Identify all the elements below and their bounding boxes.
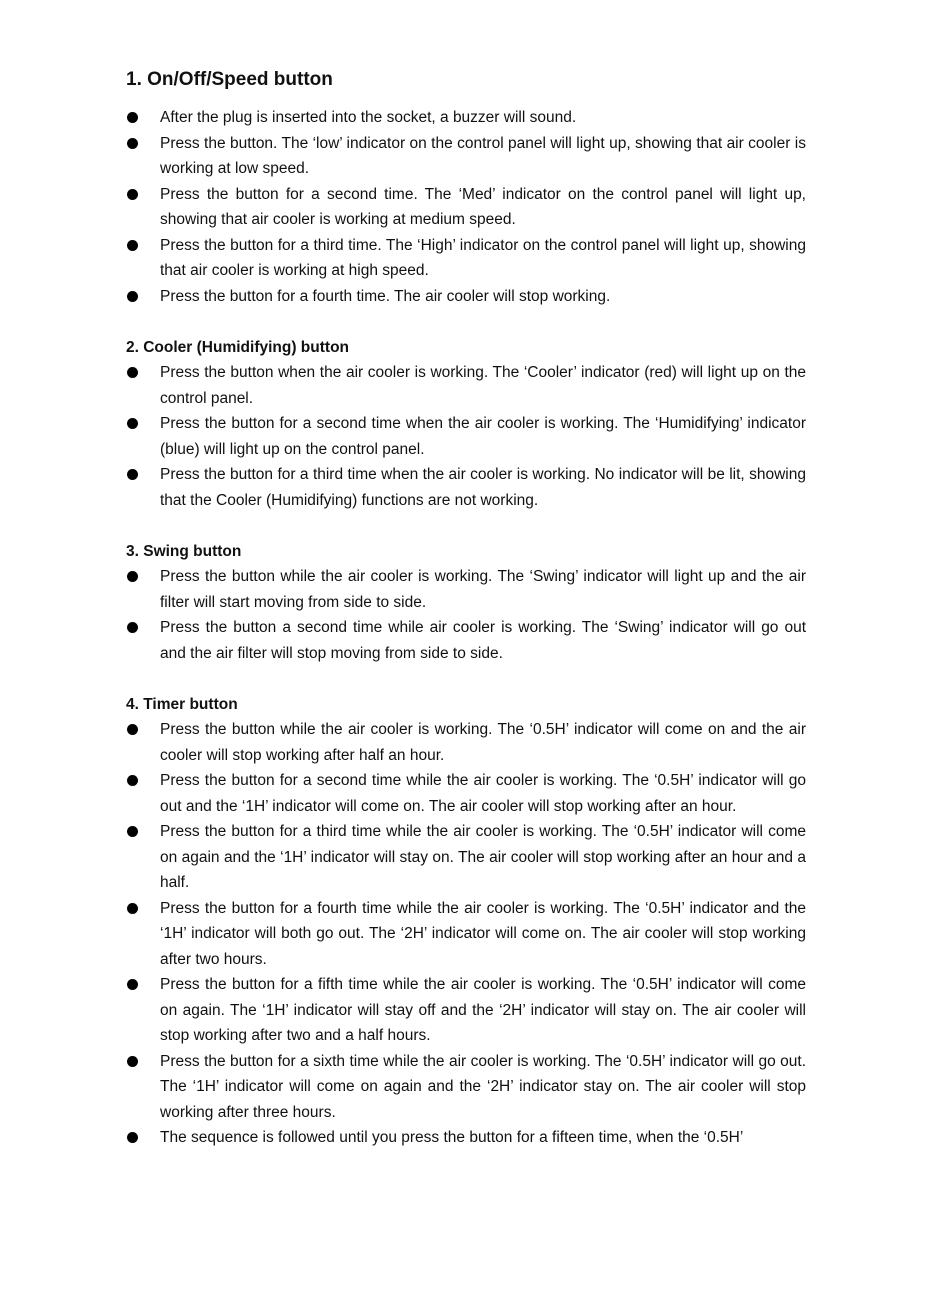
bullet-icon	[127, 469, 138, 480]
list-item-text: Press the button. The ‘low’ indicator on the control panel will light up, showing that air cooler is working at low speed.	[160, 134, 806, 177]
list-item-text: Press the button for a fourth time. The air cooler will stop working.	[160, 287, 611, 305]
list-item	[126, 896, 806, 973]
list-item	[126, 105, 806, 131]
bullet-icon	[127, 979, 138, 990]
list-item-text: Press the button a second time while air cooler is working. The ‘Swing’ indicator will go out and the air filter will stop moving from side to side.	[160, 619, 806, 662]
section-title: 1. On/Off/Speed button	[126, 69, 333, 90]
list-item	[126, 360, 806, 411]
bullet-icon	[127, 1132, 138, 1143]
bullet-icon	[127, 291, 138, 302]
list-item	[126, 1049, 806, 1126]
list-item-text: Press the button for a fourth time while the air cooler is working. The ‘0.5H’ indicator and the ‘1H’ indicator will both go out. The ‘2H’ indicator will come on. The air cooler will stop working after two hours.	[160, 899, 806, 968]
list-item-text: Press the button when the air cooler is working. The ‘Cooler’ indicator (red) will light up on the control panel.	[160, 364, 806, 407]
bullet-icon	[127, 189, 138, 200]
bullet-icon	[127, 418, 138, 429]
list-item	[126, 768, 806, 819]
bullet-list	[126, 105, 806, 309]
bullet-icon	[127, 903, 138, 914]
section-title: 2. Cooler (Humidifying) button	[126, 338, 350, 356]
section-title: 4. Timer button	[126, 695, 238, 713]
list-item-text: Press the button for a third time when the air cooler is working. No indicator will be lit, showing that the Cooler (Humidifying) functions are not working.	[160, 466, 806, 509]
list-item-text: After the plug is inserted into the socket, a buzzer will sound.	[160, 109, 577, 126]
bullet-icon	[127, 571, 138, 582]
list-item-text: The sequence is followed until you press the button for a fifteen time, when the ‘0.5H’	[160, 1129, 744, 1146]
list-item-text: Press the button for a second time when the air cooler is working. The ‘Humidifying’ indicator (blue) will light up on the control panel.	[160, 415, 806, 458]
section-title: 3. Swing button	[126, 542, 242, 560]
bullet-list	[126, 564, 806, 666]
document-page	[126, 66, 806, 1176]
bullet-icon	[127, 724, 138, 735]
section-swing	[126, 539, 806, 667]
list-item	[126, 1125, 806, 1151]
section-on-off-speed	[126, 66, 806, 309]
list-item-text: Press the button for a second time. The ‘Med’ indicator on the control panel will light up, showing that air cooler is working at medium speed.	[160, 185, 806, 228]
bullet-icon	[127, 367, 138, 378]
list-item	[126, 182, 806, 233]
bullet-icon	[127, 1056, 138, 1067]
bullet-icon	[127, 775, 138, 786]
list-item	[126, 564, 806, 615]
list-item	[126, 462, 806, 513]
section-cooler-humidifying	[126, 335, 806, 514]
list-item	[126, 972, 806, 1049]
bullet-icon	[127, 112, 138, 123]
bullet-icon	[127, 826, 138, 837]
list-item-text: Press the button for a third time. The ‘High’ indicator on the control panel will light up, showing that air cooler is working at high speed.	[160, 236, 806, 279]
list-item-text: Press the button while the air cooler is working. The ‘Swing’ indicator will light up and the air filter will start moving from side to side.	[160, 568, 806, 611]
list-item	[126, 717, 806, 768]
list-item	[126, 615, 806, 666]
list-item-text: Press the button while the air cooler is working. The ‘0.5H’ indicator will come on and the air cooler will stop working after half an hour.	[160, 721, 806, 764]
list-item	[126, 411, 806, 462]
bullet-list	[126, 717, 806, 1151]
list-item-text: Press the button for a second time while the air cooler is working. The ‘0.5H’ indicator will go out and the ‘1H’ indicator will come on. The air cooler will stop working after an hour.	[160, 772, 806, 815]
bullet-icon	[127, 240, 138, 251]
list-item	[126, 233, 806, 284]
list-item	[126, 819, 806, 896]
list-item-text: Press the button for a third time while the air cooler is working. The ‘0.5H’ indicator will come on again and the ‘1H’ indicator will stay on. The air cooler will stop working after an hour and a half.	[160, 823, 806, 891]
list-item-text: Press the button for a sixth time while the air cooler is working. The ‘0.5H’ indicator will go out. The ‘1H’ indicator will come on again and the ‘2H’ indicator stay on. The air cooler will stop working after three hours.	[160, 1052, 806, 1121]
bullet-icon	[127, 138, 138, 149]
section-timer	[126, 692, 806, 1151]
list-item	[126, 284, 806, 310]
list-item	[126, 131, 806, 182]
bullet-list	[126, 360, 806, 513]
list-item-text: Press the button for a fifth time while the air cooler is working. The ‘0.5H’ indicator will come on again. The ‘1H’ indicator will stay off and the ‘2H’ indicator will stay on. The air cooler will stop working after two and a half hours.	[160, 976, 806, 1044]
bullet-icon	[127, 622, 138, 633]
